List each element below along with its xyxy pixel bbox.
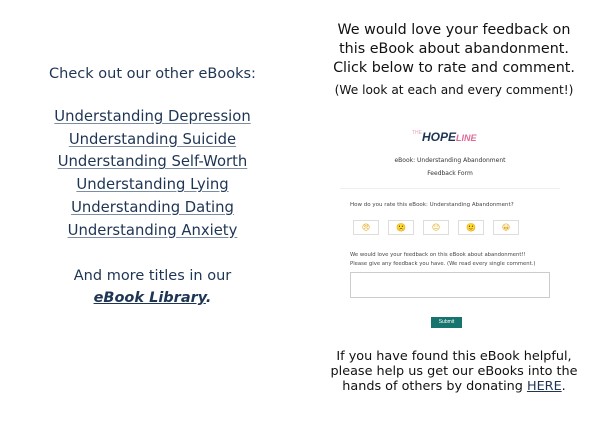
donate-line-3-suffix: . <box>561 379 566 394</box>
link-understanding-anxiety[interactable]: Understanding Anxiety <box>67 221 238 239</box>
feedback-heading-line-1: We would love your feedback on <box>337 22 571 38</box>
form-divider <box>340 188 560 189</box>
logo-hope: HOPE <box>422 130 457 144</box>
rating-face-2-icon[interactable]: 🙁 <box>388 220 414 235</box>
rating-face-1-icon[interactable]: 😠 <box>353 220 379 235</box>
link-understanding-depression[interactable]: Understanding Depression <box>54 108 251 125</box>
link-understanding-suicide[interactable]: Understanding Suicide <box>68 130 237 148</box>
rating-face-3-icon[interactable]: 😐 <box>423 220 449 235</box>
rating-faces <box>353 215 528 235</box>
donate-text <box>308 349 600 394</box>
hope-line-logo <box>412 130 477 144</box>
form-title: eBook: Understanding Abandonment <box>394 157 506 164</box>
donate-line-1: If you have found this eBook helpful, <box>336 349 572 364</box>
link-understanding-lying[interactable]: Understanding Lying <box>76 176 229 194</box>
feedback-form <box>340 130 560 335</box>
ebook-library-link[interactable]: eBook Library <box>93 290 206 306</box>
link-understanding-self-worth[interactable]: Understanding Self-Worth <box>57 153 248 171</box>
feedback-heading-line-3: Click below to rate and comment. <box>333 60 575 76</box>
rating-face-4-icon[interactable]: 🙂 <box>458 220 484 235</box>
link-understanding-dating[interactable]: Understanding Dating <box>71 198 234 216</box>
feedback-heading <box>308 21 600 78</box>
donate-line-2: please help us get our eBooks into the <box>330 364 578 379</box>
more-titles-line: And more titles in our <box>73 268 232 284</box>
comment-textarea[interactable] <box>350 272 550 298</box>
other-ebooks-heading: Check out our other eBooks: <box>49 66 256 82</box>
comment-question-line-1: We would love your feedback on this eBook about abandonment!! <box>350 252 526 258</box>
donate-line-3 <box>308 379 600 394</box>
logo-line: LINE <box>456 133 477 143</box>
rating-face-5-icon[interactable]: 😀 <box>493 220 519 235</box>
comment-question <box>350 251 555 268</box>
donate-line-3-prefix: hands of others by donating <box>342 379 527 394</box>
rating-question: How do you rate this eBook: Understanding Abandonment? <box>350 202 514 208</box>
feedback-note: (We look at each and every comment!) <box>334 83 574 97</box>
logo-the: THE <box>412 130 422 136</box>
library-period: . <box>205 290 212 306</box>
form-subtitle: Feedback Form <box>427 170 473 177</box>
donate-here-link[interactable]: HERE <box>526 379 562 394</box>
comment-question-line-2: Please give any feedback you have. (We read every single comment.) <box>350 260 536 267</box>
more-titles-text <box>0 265 305 309</box>
ebook-links-list <box>0 106 305 242</box>
submit-button[interactable]: Submit <box>431 317 462 328</box>
library-line <box>0 287 305 309</box>
feedback-heading-line-2: this eBook about abandonment. <box>339 41 569 57</box>
